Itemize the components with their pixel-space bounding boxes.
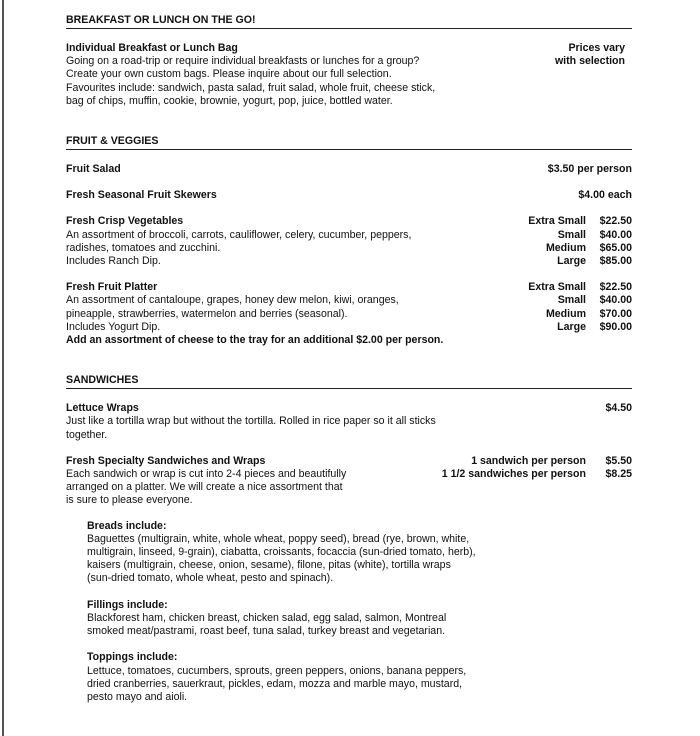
option-line: multigrain, linseed, 9-grain), ciabatta, croissants, focaccia (sun-dried tomato, herb), <box>87 546 476 559</box>
price-tier <box>442 455 632 468</box>
subheading: Fillings include: <box>87 598 168 611</box>
item-price-tiers <box>516 281 632 347</box>
option-line: kaisers (multigrain, cheese, onion, sesame), filone, pitas (white), tortilla wraps <box>87 559 451 572</box>
item-desc-line: Each sandwich or wrap is cut into 2-4 pieces and beautifully <box>66 468 347 481</box>
tier-size: Large <box>557 255 586 268</box>
section-breakfast <box>66 14 632 108</box>
tier-price: $65.00 <box>599 241 632 254</box>
tier-price: $5.50 <box>605 454 632 467</box>
tier-size: Extra Small <box>528 281 586 294</box>
menu-document <box>66 14 632 731</box>
menu-item-breakfast-bag <box>66 42 632 108</box>
item-name: Fruit Salad <box>66 163 121 176</box>
section-title: BREAKFAST OR LUNCH ON THE GO! <box>66 14 632 29</box>
item-name: Individual Breakfast or Lunch Bag <box>66 42 238 54</box>
tier-price: $8.25 <box>605 468 632 481</box>
option-line: dried cranberries, sauerkraut, pickles, edam, mozza and marble mayo, mustard, <box>87 677 463 690</box>
option-line: Lettuce, tomatoes, cucumbers, sprouts, green peppers, onions, banana peppers, <box>87 664 467 677</box>
menu-item-fruit-skewers <box>66 189 632 202</box>
item-desc-line: pineapple, strawberries, watermelon and berries (seasonal). <box>66 307 348 320</box>
item-desc-line: Just like a tortilla wrap but without the tortilla. Rolled in rice paper so it all sticks <box>66 415 436 428</box>
item-price: $3.50 per person <box>547 163 632 176</box>
price-tier <box>528 294 632 307</box>
price-tier <box>528 255 632 268</box>
price-line: with selection <box>554 55 625 68</box>
tier-size: Extra Small <box>528 215 586 228</box>
option-line: Blackforest ham, chicken breast, chicken salad, egg salad, salmon, Montreal <box>87 611 447 624</box>
fillings-block <box>87 599 632 639</box>
item-note: Add an assortment of cheese to the tray for an additional $2.00 per person. <box>66 334 444 347</box>
menu-item-vegetables <box>66 215 632 268</box>
tier-price: $90.00 <box>599 320 632 333</box>
tier-size: Medium <box>545 241 586 254</box>
tier-price: $40.00 <box>599 228 632 241</box>
price-tier <box>528 229 632 242</box>
breads-block <box>87 520 632 586</box>
tier-price: $22.50 <box>599 215 632 228</box>
price-line: Prices vary <box>568 42 625 54</box>
section-sandwiches <box>66 374 632 704</box>
menu-item-specialty-sandwiches <box>66 455 632 508</box>
item-price-tiers <box>516 215 632 268</box>
tier-price: $70.00 <box>599 307 632 320</box>
subheading: Toppings include: <box>87 651 178 664</box>
item-desc-line: Going on a road-trip or require individual breakfasts or lunches for a group? <box>66 55 420 68</box>
page-left-border <box>2 0 4 736</box>
item-desc-line: Includes Yogurt Dip. <box>66 320 161 333</box>
tier-size: Small <box>557 294 586 307</box>
tier-size: Medium <box>545 307 586 320</box>
price-tier <box>442 468 632 481</box>
tier-price: $40.00 <box>599 294 632 307</box>
option-line: (sun-dried tomato, whole wheat, pesto and spinach). <box>87 572 334 585</box>
item-price: $4.00 each <box>578 189 632 202</box>
item-desc-line: Favourites include: sandwich, pasta salad, fruit salad, whole fruit, cheese stick, <box>66 81 436 94</box>
section-title: SANDWICHES <box>66 374 632 389</box>
item-desc-line: is sure to please everyone. <box>66 494 193 507</box>
option-line: Baguettes (multigrain, white, whole wheat, poppy seed), bread (rye, brown, white, <box>87 532 470 545</box>
item-name: Lettuce Wraps <box>66 402 139 415</box>
item-price: $4.50 <box>605 402 632 415</box>
tier-price: $22.50 <box>599 281 632 294</box>
item-name: Fresh Crisp Vegetables <box>66 215 184 228</box>
section-title: FRUIT & VEGGIES <box>66 135 632 150</box>
item-desc-line: radishes, tomatoes and zucchini. <box>66 241 221 254</box>
option-line: smoked meat/pastrami, roast beef, tuna salad, turkey breast and vegetarian. <box>87 625 446 638</box>
item-desc-line: An assortment of broccoli, carrots, cauliflower, celery, cucumber, peppers, <box>66 228 412 241</box>
sandwich-options <box>87 520 632 704</box>
price-tier <box>528 308 632 321</box>
tier-size: 1 sandwich per person <box>471 454 586 467</box>
tier-size: 1 1/2 sandwiches per person <box>441 468 586 481</box>
tier-size: Large <box>557 320 586 333</box>
item-desc-line: bag of chips, muffin, cookie, brownie, yogurt, pop, juice, bottled water. <box>66 94 393 107</box>
item-desc-line: together. <box>66 428 108 441</box>
menu-item-fruit-platter <box>66 281 632 347</box>
item-name: Fresh Seasonal Fruit Skewers <box>66 189 217 202</box>
item-desc-line: arranged on a platter. We will create a nice assortment that <box>66 481 343 494</box>
item-price-tiers <box>430 455 632 508</box>
toppings-block <box>87 651 632 704</box>
tier-size: Small <box>557 228 586 241</box>
price-tier <box>528 215 632 228</box>
subheading: Breads include: <box>87 519 167 532</box>
option-line: pesto mayo and aioli. <box>87 690 188 703</box>
item-name: Fresh Specialty Sandwiches and Wraps <box>66 454 266 467</box>
item-name: Fresh Fruit Platter <box>66 281 158 294</box>
item-price <box>543 42 632 108</box>
tier-price: $85.00 <box>599 255 632 268</box>
item-desc-line: Create your own custom bags. Please inquire about our full selection. <box>66 68 392 81</box>
menu-item-lettuce-wraps <box>66 402 632 442</box>
menu-item-fruit-salad <box>66 163 632 176</box>
price-tier <box>528 242 632 255</box>
price-tier <box>528 321 632 334</box>
item-desc-line: Includes Ranch Dip. <box>66 255 161 268</box>
item-desc-line: An assortment of cantaloupe, grapes, honey dew melon, kiwi, oranges, <box>66 294 399 307</box>
section-fruit-veggies <box>66 135 632 347</box>
price-tier <box>528 281 632 294</box>
